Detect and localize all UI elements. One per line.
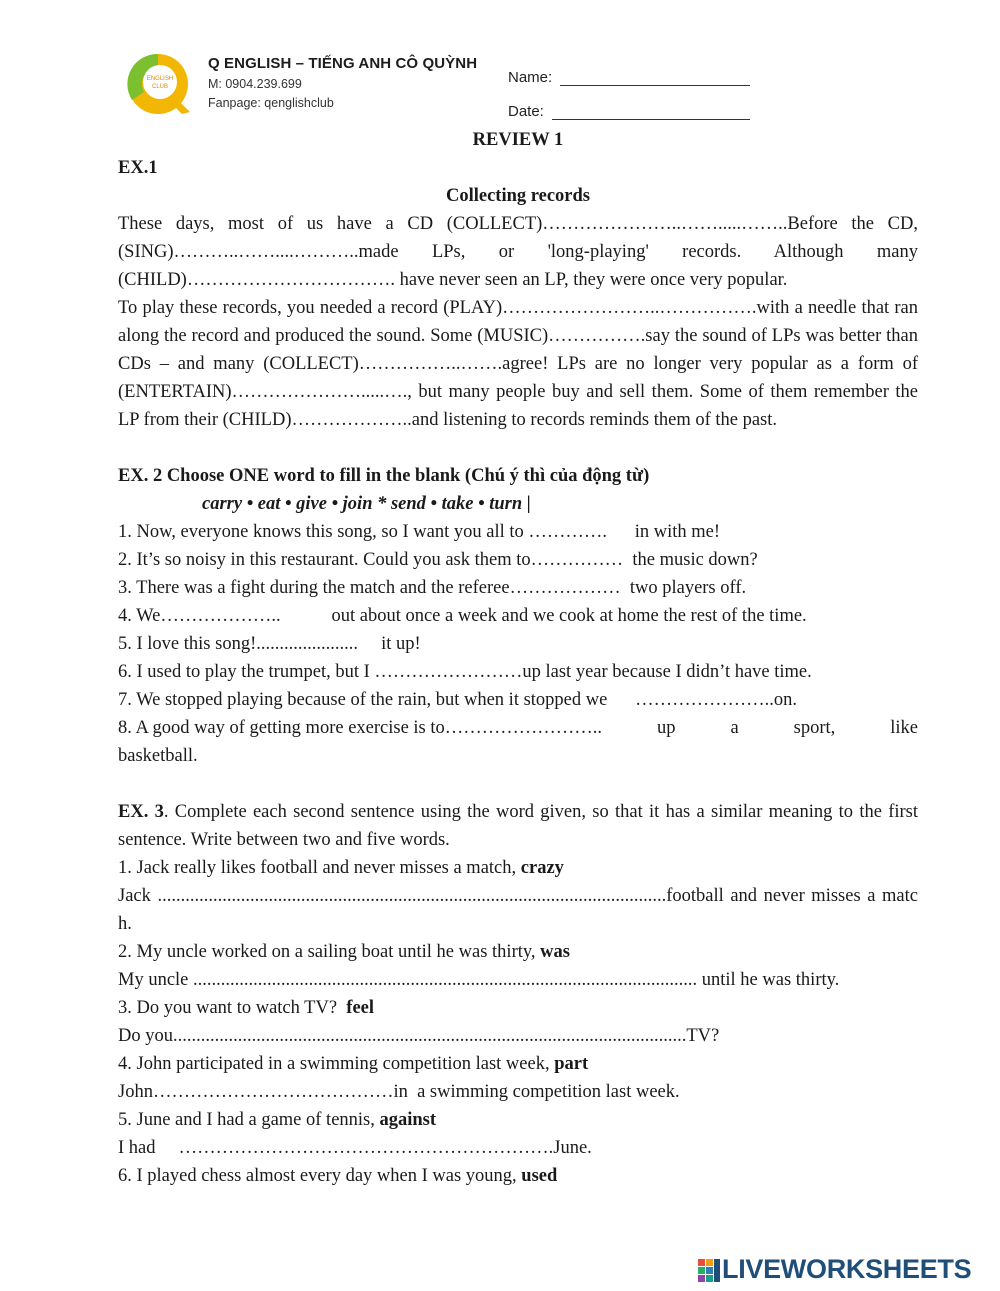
svg-text:ENGLISH: ENGLISH: [146, 76, 174, 82]
ex3-key-word: was: [540, 942, 570, 962]
ex3-key-word: crazy: [520, 858, 564, 878]
ex1-heading: Collecting records: [445, 186, 591, 206]
ex3-label: EX. 3: [118, 802, 164, 822]
liveworksheets-logo-icon: [698, 1257, 722, 1283]
ex3-answer-line[interactable]: Jack ..............................................................................................................football and never misses a match.: [118, 886, 918, 934]
ex2-item: 5. I love this song!...................... it up!: [118, 634, 421, 654]
ex3-key-word: feel: [346, 998, 375, 1018]
ex2-item: 7. We stopped playing because of the rain, but when it stopped we …………………..on.: [118, 690, 797, 710]
name-blank[interactable]: [560, 71, 750, 86]
date-label: Date:: [508, 103, 544, 120]
ex2-item: 6. I used to play the trumpet, but I ……………………up last year because I didn’t have time.: [118, 662, 812, 682]
ex3-answer-line[interactable]: My uncle ............................................................................................................. until he was thirty.: [118, 970, 840, 990]
brand-phone: M: 0904.239.699: [208, 77, 302, 91]
ex3-prompt: 4. John participated in a swimming competition last week, part: [118, 1054, 589, 1074]
worksheet-body: [118, 126, 918, 1190]
ex2-item-8-part: 8. A good way of getting more exercise is to……………………..: [118, 718, 603, 738]
ex2-item-8: [118, 714, 918, 742]
page-header: [0, 0, 1000, 130]
ex2-item-8-part: sport,: [793, 718, 836, 738]
name-field[interactable]: [508, 52, 750, 86]
ex2-item: 1. Now, everyone knows this song, so I want you all to …………. in with me!: [118, 522, 721, 542]
ex3-answer-line[interactable]: I had …………………………………………………….June.: [118, 1138, 592, 1158]
brand-fanpage: Fanpage: qenglishclub: [208, 96, 334, 110]
date-blank[interactable]: [552, 105, 750, 120]
ex2-item-8-part: up: [657, 718, 676, 738]
ex3-key-word: used: [521, 1166, 558, 1186]
ex2-item-8-part: like: [890, 718, 918, 738]
date-field[interactable]: [508, 86, 750, 120]
ex1-paragraph-2: To play these records, you needed a record (PLAY)……………………..…………….with a needle that ran along the record and produced the sound. Some (MUSIC)…………….say the sound of LPs was better than CDs – and many (COLLECT)……………..…….agree! LPs are no longer very popular as a form of (ENTERTAIN)………………….....…., but many people buy and sell them. Some of them remember the LP from their (CHILD)………………..and listening to records reminds them of the past.: [118, 298, 918, 430]
name-label: Name:: [508, 69, 553, 86]
ex1-paragraph-1: These days, most of us have a CD (COLLECT)…………………..…….....……..Before the CD, (SING)………..……....………..made LPs, or 'long-playing' records. Although many (CHILD)……………………………. have never seen an LP, they were once very popular.: [118, 214, 918, 290]
ex1-label: EX.1: [118, 158, 158, 178]
ex3-instruction: . Complete each second sentence using the word given, so that it has a similar meaning to the first sentence. Write between two and five words.: [118, 802, 918, 850]
student-fields: [508, 52, 750, 120]
ex3-prompt: 1. Jack really likes football and never misses a match, crazy: [118, 858, 564, 878]
brand-name: Q ENGLISH – TIẾNG ANH CÔ QUỲNH: [208, 55, 478, 72]
ex3-instruction-block: [118, 798, 918, 854]
ex3-answer-line[interactable]: John…………………………………in a swimming competition last week.: [118, 1082, 680, 1102]
ex3-prompt: 6. I played chess almost every day when I was young, used: [118, 1166, 558, 1186]
ex2-item: 3. There was a fight during the match and the referee……………… two players off.: [118, 578, 747, 598]
ex3-prompt: 3. Do you want to watch TV? feel: [118, 998, 375, 1018]
ex2-item: 2. It’s so noisy in this restaurant. Could you ask them to…………… the music down?: [118, 550, 758, 570]
svg-text:CLUB: CLUB: [151, 84, 169, 90]
ex3-prompt: 5. June and I had a game of tennis, against: [118, 1110, 437, 1130]
ex2-word-bank: carry • eat • give • join * send • take • turn |: [202, 494, 531, 514]
ex2-item: 4. We……………….. out about once a week and we cook at home the rest of the time.: [118, 606, 807, 626]
ex3-answer-line[interactable]: Do you...............................................................................................................TV?: [118, 1026, 720, 1046]
ex3-key-word: against: [379, 1110, 437, 1130]
page-title: REVIEW 1: [472, 130, 564, 150]
q-english-logo-icon: [124, 50, 196, 118]
liveworksheets-footer: [698, 1254, 971, 1285]
liveworksheets-brand: LIVEWORKSHEETS: [722, 1254, 972, 1284]
ex3-key-word: part: [554, 1054, 589, 1074]
ex2-heading: EX. 2 Choose ONE word to fill in the blank (Chú ý thì của động từ): [118, 466, 650, 486]
ex3-prompt: 2. My uncle worked on a sailing boat until he was thirty, was: [118, 942, 570, 962]
brand-block: [208, 55, 477, 110]
ex2-item-8-end: basketball.: [118, 746, 198, 766]
ex2-item-8-part: a: [730, 718, 739, 738]
